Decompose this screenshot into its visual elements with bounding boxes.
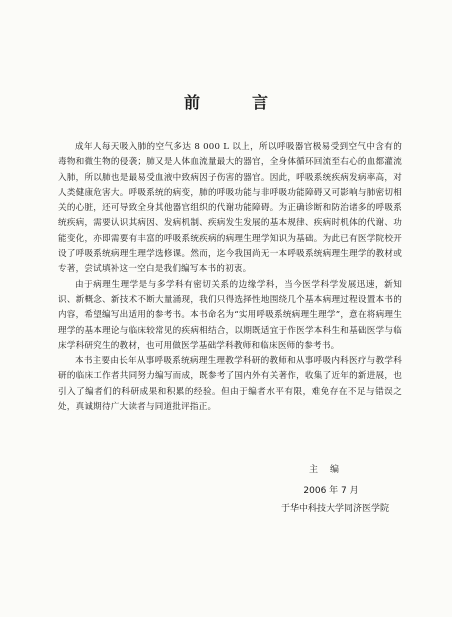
paragraph-3: 本书主要由长年从事呼吸系统病理生理教学科研的教师和从事呼吸内科医疗与教学科研的临床工作者共同努力编写而成，既参考了国内外有关著作，收集了近年的新进展，也引入了编者们的科研成果和积累的经验。但由于编者水平有限，难免存在不足与错误之处，真诚期待广大读者与同道批评指正。: [58, 356, 402, 413]
signature-name: 主编: [308, 465, 351, 475]
paragraph-2: 由于病理生理学是与多学科有密切关系的边缘学科，当今医学科学发展迅速，新知识、新概念、新技术不断大量涌现，我们只得选择性地围绕几个基本病理过程设置本书的内容，希望编写出适用的参考书。本书命名为“实用呼吸系统病理生理学”，意在将病理生理学的基本理论与临床较常见的疾病相结合，以期既适宜于作医学本科生和基础医学与临床学科研究生的教材，也可用做医学基础学科教师和临床医师的参考书。: [58, 279, 402, 351]
preface-body: [58, 140, 402, 415]
page-title: 前 言: [183, 93, 286, 112]
signature-date: 2006 年 7 月: [303, 486, 359, 496]
signature-place: 于华中科技大学同济医学院: [280, 504, 389, 514]
paragraph-1: 成年人每天吸入肺的空气多达 8 000 L 以上，所以呼吸器官极易受到空气中含有的毒物和微生物的侵袭；肺又是人体血流量最大的器官，全身体循环回流至右心的血都灌流入肺，所以肺也是最易受血液中致病因子伤害的器官。因此，呼吸系统疾病发病率高，对人类健康危害大。呼吸系统的病变，肺的呼吸功能与非呼吸功能障碍又可影响与肺密切相关的心脏，还可导致全身其他器官组织的代谢功能障碍。为正确诊断和防治诸多的呼吸系统疾病，需要认识其病因、发病机制、疾病发生发展的基本规律、疾病时机体的代谢、功能变化，亦即需要有丰富的呼吸系统疾病的病理生理学知识为基础。为此已有医学院校开设了呼吸系统病理生理学选修课。然而，迄今我国尚无一本呼吸系统病理生理学的教材或专著，尝试填补这一空白是我们编写本书的初衷。: [58, 142, 402, 275]
